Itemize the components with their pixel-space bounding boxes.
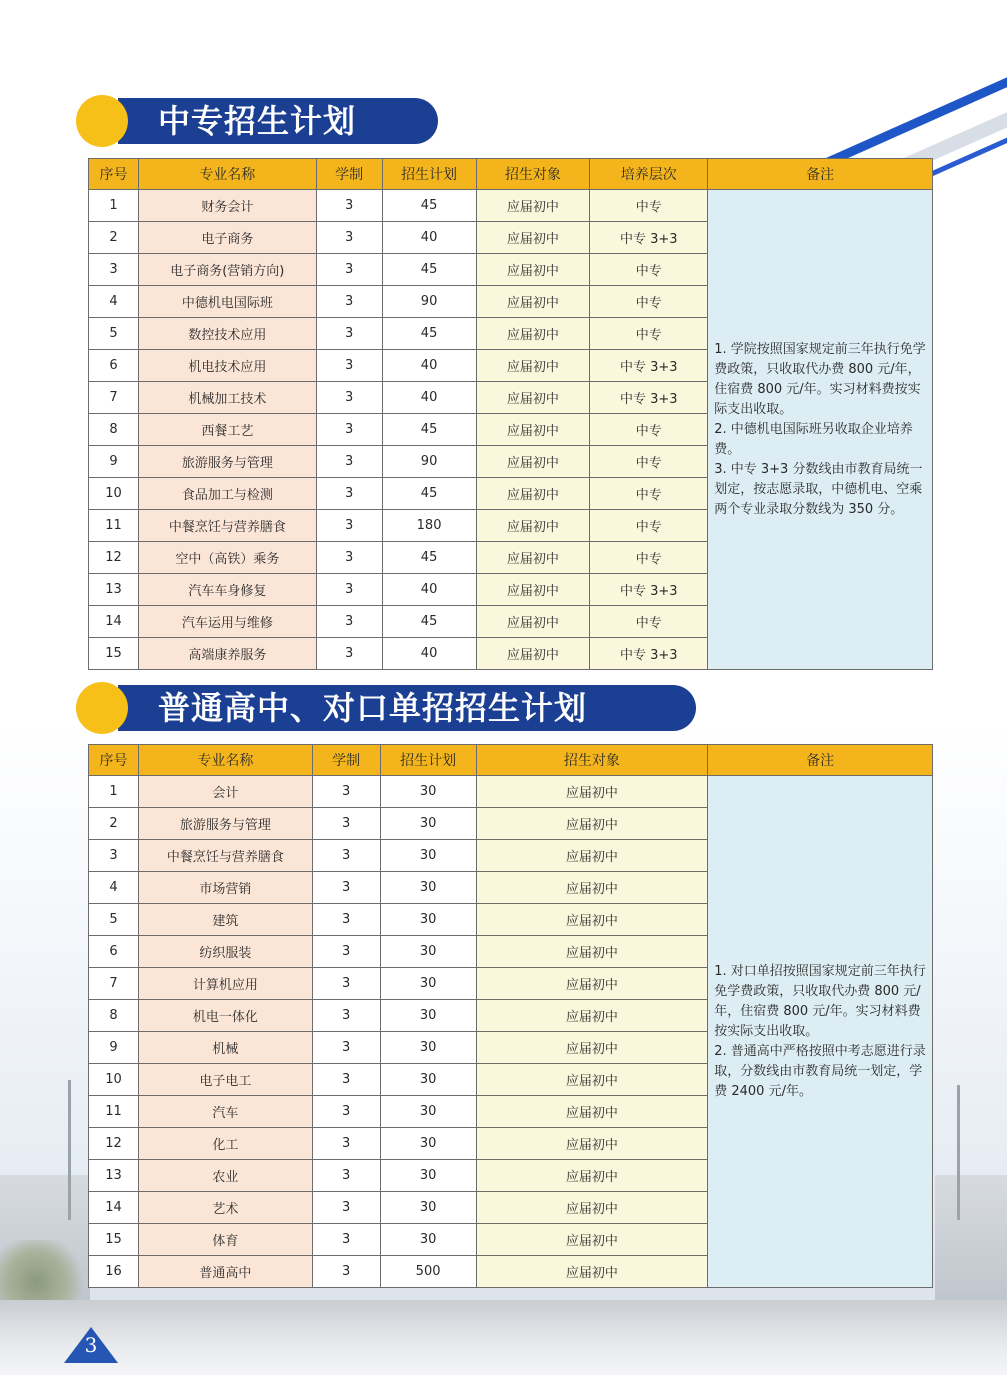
background-ground bbox=[0, 1300, 1007, 1375]
enroll-target: 应届初中 bbox=[476, 510, 590, 542]
enroll-plan: 30 bbox=[380, 1064, 476, 1096]
section2-title: 普通高中、对口单招招生计划 bbox=[158, 689, 588, 727]
study-years: 3 bbox=[316, 542, 382, 574]
header-level: 培养层次 bbox=[590, 159, 708, 190]
training-level: 中专 bbox=[590, 318, 708, 350]
row-number: 12 bbox=[89, 1128, 139, 1160]
header-plan: 招生计划 bbox=[380, 745, 476, 776]
major-name: 机械 bbox=[138, 1032, 312, 1064]
row-number: 8 bbox=[89, 414, 139, 446]
enroll-plan: 30 bbox=[380, 1160, 476, 1192]
study-years: 3 bbox=[312, 776, 380, 808]
study-years: 3 bbox=[312, 1000, 380, 1032]
training-level: 中专 bbox=[590, 606, 708, 638]
major-name: 汽车 bbox=[138, 1096, 312, 1128]
training-level: 中专 3+3 bbox=[590, 382, 708, 414]
section1-table bbox=[88, 158, 933, 670]
row-number: 15 bbox=[89, 1224, 139, 1256]
training-level: 中专 3+3 bbox=[590, 350, 708, 382]
enroll-plan: 500 bbox=[380, 1256, 476, 1288]
row-number: 6 bbox=[89, 936, 139, 968]
major-name: 旅游服务与管理 bbox=[138, 808, 312, 840]
background-lamp bbox=[68, 1080, 71, 1220]
major-name: 电子电工 bbox=[138, 1064, 312, 1096]
enroll-target: 应届初中 bbox=[476, 1032, 708, 1064]
study-years: 3 bbox=[316, 478, 382, 510]
enroll-plan: 30 bbox=[380, 1000, 476, 1032]
row-number: 3 bbox=[89, 840, 139, 872]
row-number: 5 bbox=[89, 904, 139, 936]
banner-circle bbox=[76, 682, 128, 734]
enroll-target: 应届初中 bbox=[476, 1096, 708, 1128]
background-building-right bbox=[935, 1175, 1007, 1305]
enroll-plan: 30 bbox=[380, 936, 476, 968]
header-note: 备注 bbox=[708, 745, 933, 776]
major-name: 普通高中 bbox=[138, 1256, 312, 1288]
enroll-plan: 45 bbox=[382, 190, 476, 222]
enroll-plan: 40 bbox=[382, 574, 476, 606]
row-number: 14 bbox=[89, 1192, 139, 1224]
study-years: 3 bbox=[312, 1064, 380, 1096]
enroll-target: 应届初中 bbox=[476, 574, 590, 606]
training-level: 中专 bbox=[590, 478, 708, 510]
major-name: 机电一体化 bbox=[138, 1000, 312, 1032]
enroll-target: 应届初中 bbox=[476, 1192, 708, 1224]
header-no: 序号 bbox=[89, 745, 139, 776]
enroll-target: 应届初中 bbox=[476, 414, 590, 446]
enroll-target: 应届初中 bbox=[476, 776, 708, 808]
major-name: 农业 bbox=[138, 1160, 312, 1192]
study-years: 3 bbox=[312, 840, 380, 872]
major-name: 食品加工与检测 bbox=[138, 478, 316, 510]
enroll-target: 应届初中 bbox=[476, 1128, 708, 1160]
major-name: 西餐工艺 bbox=[138, 414, 316, 446]
study-years: 3 bbox=[316, 190, 382, 222]
header-no: 序号 bbox=[89, 159, 139, 190]
enroll-target: 应届初中 bbox=[476, 542, 590, 574]
row-number: 9 bbox=[89, 446, 139, 478]
study-years: 3 bbox=[312, 872, 380, 904]
enroll-plan: 30 bbox=[380, 1128, 476, 1160]
enroll-plan: 30 bbox=[380, 1032, 476, 1064]
major-name: 旅游服务与管理 bbox=[138, 446, 316, 478]
section2-table bbox=[88, 744, 933, 1288]
enroll-target: 应届初中 bbox=[476, 808, 708, 840]
training-level: 中专 bbox=[590, 542, 708, 574]
header-name: 专业名称 bbox=[138, 745, 312, 776]
remarks-note: 1. 学院按照国家规定前三年执行免学费政策，只收取代办费 800 元/年，住宿费 800 元/年。实习材料费按实际支出收取。 2. 中德机电国际班另收取企业培养费。 3. 中专 3+3 分数线由市教育局统一划定，按志愿录取，中德机电、空乘两个专业录取分数线为 350 分。 bbox=[708, 190, 933, 670]
section1-title: 中专招生计划 bbox=[158, 102, 357, 140]
enroll-plan: 45 bbox=[382, 542, 476, 574]
study-years: 3 bbox=[316, 606, 382, 638]
header-years: 学制 bbox=[316, 159, 382, 190]
enroll-target: 应届初中 bbox=[476, 606, 590, 638]
major-name: 计算机应用 bbox=[138, 968, 312, 1000]
study-years: 3 bbox=[312, 904, 380, 936]
enroll-target: 应届初中 bbox=[476, 286, 590, 318]
row-number: 2 bbox=[89, 808, 139, 840]
study-years: 3 bbox=[312, 1256, 380, 1288]
enroll-target: 应届初中 bbox=[476, 1224, 708, 1256]
row-number: 7 bbox=[89, 382, 139, 414]
enroll-plan: 45 bbox=[382, 606, 476, 638]
enroll-plan: 40 bbox=[382, 350, 476, 382]
row-number: 12 bbox=[89, 542, 139, 574]
major-name: 中德机电国际班 bbox=[138, 286, 316, 318]
major-name: 电子商务 bbox=[138, 222, 316, 254]
enroll-plan: 40 bbox=[382, 222, 476, 254]
enroll-plan: 45 bbox=[382, 254, 476, 286]
training-level: 中专 bbox=[590, 414, 708, 446]
training-level: 中专 bbox=[590, 286, 708, 318]
row-number: 4 bbox=[89, 872, 139, 904]
major-name: 汽车运用与维修 bbox=[138, 606, 316, 638]
study-years: 3 bbox=[316, 574, 382, 606]
enroll-target: 应届初中 bbox=[476, 350, 590, 382]
enroll-target: 应届初中 bbox=[476, 446, 590, 478]
enroll-plan: 30 bbox=[380, 872, 476, 904]
major-name: 财务会计 bbox=[138, 190, 316, 222]
study-years: 3 bbox=[316, 638, 382, 670]
major-name: 电子商务(营销方向) bbox=[138, 254, 316, 286]
row-number: 8 bbox=[89, 1000, 139, 1032]
row-number: 13 bbox=[89, 574, 139, 606]
study-years: 3 bbox=[316, 510, 382, 542]
table-row bbox=[89, 776, 933, 808]
enroll-target: 应届初中 bbox=[476, 1160, 708, 1192]
enroll-plan: 90 bbox=[382, 446, 476, 478]
row-number: 1 bbox=[89, 190, 139, 222]
study-years: 3 bbox=[316, 286, 382, 318]
row-number: 4 bbox=[89, 286, 139, 318]
enroll-target: 应届初中 bbox=[476, 254, 590, 286]
major-name: 空中（高铁）乘务 bbox=[138, 542, 316, 574]
major-name: 中餐烹饪与营养膳食 bbox=[138, 510, 316, 542]
study-years: 3 bbox=[316, 222, 382, 254]
row-number: 6 bbox=[89, 350, 139, 382]
enroll-plan: 30 bbox=[380, 1192, 476, 1224]
training-level: 中专 bbox=[590, 510, 708, 542]
header-years: 学制 bbox=[312, 745, 380, 776]
study-years: 3 bbox=[316, 446, 382, 478]
training-level: 中专 bbox=[590, 254, 708, 286]
row-number: 14 bbox=[89, 606, 139, 638]
row-number: 16 bbox=[89, 1256, 139, 1288]
training-level: 中专 3+3 bbox=[590, 222, 708, 254]
major-name: 体育 bbox=[138, 1224, 312, 1256]
major-name: 中餐烹饪与营养膳食 bbox=[138, 840, 312, 872]
header-note: 备注 bbox=[708, 159, 933, 190]
row-number: 1 bbox=[89, 776, 139, 808]
row-number: 11 bbox=[89, 1096, 139, 1128]
page-number: 3 bbox=[84, 1333, 98, 1357]
enroll-plan: 30 bbox=[380, 968, 476, 1000]
background-lamp bbox=[957, 1085, 960, 1220]
header-target: 招生对象 bbox=[476, 159, 590, 190]
study-years: 3 bbox=[312, 1224, 380, 1256]
major-name: 数控技术应用 bbox=[138, 318, 316, 350]
study-years: 3 bbox=[316, 254, 382, 286]
enroll-target: 应届初中 bbox=[476, 382, 590, 414]
enroll-target: 应届初中 bbox=[476, 1256, 708, 1288]
enroll-plan: 45 bbox=[382, 318, 476, 350]
enroll-target: 应届初中 bbox=[476, 1000, 708, 1032]
study-years: 3 bbox=[316, 318, 382, 350]
enroll-plan: 30 bbox=[380, 808, 476, 840]
major-name: 会计 bbox=[138, 776, 312, 808]
row-number: 9 bbox=[89, 1032, 139, 1064]
enroll-plan: 30 bbox=[380, 840, 476, 872]
major-name: 机械加工技术 bbox=[138, 382, 316, 414]
enroll-target: 应届初中 bbox=[476, 318, 590, 350]
section2-banner bbox=[76, 682, 696, 734]
enroll-target: 应届初中 bbox=[476, 638, 590, 670]
study-years: 3 bbox=[312, 1128, 380, 1160]
study-years: 3 bbox=[316, 414, 382, 446]
enroll-plan: 40 bbox=[382, 382, 476, 414]
row-number: 2 bbox=[89, 222, 139, 254]
enroll-target: 应届初中 bbox=[476, 190, 590, 222]
major-name: 汽车车身修复 bbox=[138, 574, 316, 606]
study-years: 3 bbox=[312, 1192, 380, 1224]
header-name: 专业名称 bbox=[138, 159, 316, 190]
enroll-plan: 180 bbox=[382, 510, 476, 542]
major-name: 化工 bbox=[138, 1128, 312, 1160]
enroll-plan: 30 bbox=[380, 1224, 476, 1256]
row-number: 10 bbox=[89, 1064, 139, 1096]
major-name: 市场营销 bbox=[138, 872, 312, 904]
training-level: 中专 3+3 bbox=[590, 574, 708, 606]
study-years: 3 bbox=[316, 382, 382, 414]
table-row bbox=[89, 190, 933, 222]
enroll-plan: 30 bbox=[380, 904, 476, 936]
study-years: 3 bbox=[312, 808, 380, 840]
enroll-target: 应届初中 bbox=[476, 840, 708, 872]
enroll-plan: 40 bbox=[382, 638, 476, 670]
row-number: 7 bbox=[89, 968, 139, 1000]
major-name: 建筑 bbox=[138, 904, 312, 936]
enroll-plan: 30 bbox=[380, 776, 476, 808]
enroll-target: 应届初中 bbox=[476, 936, 708, 968]
enroll-target: 应届初中 bbox=[476, 872, 708, 904]
study-years: 3 bbox=[312, 936, 380, 968]
study-years: 3 bbox=[312, 1032, 380, 1064]
row-number: 11 bbox=[89, 510, 139, 542]
major-name: 纺织服装 bbox=[138, 936, 312, 968]
enroll-target: 应届初中 bbox=[476, 1064, 708, 1096]
row-number: 13 bbox=[89, 1160, 139, 1192]
training-level: 中专 3+3 bbox=[590, 638, 708, 670]
enroll-target: 应届初中 bbox=[476, 968, 708, 1000]
study-years: 3 bbox=[312, 1160, 380, 1192]
study-years: 3 bbox=[316, 350, 382, 382]
study-years: 3 bbox=[312, 1096, 380, 1128]
row-number: 5 bbox=[89, 318, 139, 350]
header-target: 招生对象 bbox=[476, 745, 708, 776]
enroll-plan: 30 bbox=[380, 1096, 476, 1128]
study-years: 3 bbox=[312, 968, 380, 1000]
major-name: 艺术 bbox=[138, 1192, 312, 1224]
training-level: 中专 bbox=[590, 446, 708, 478]
remarks-note: 1. 对口单招按照国家规定前三年执行免学费政策，只收取代办费 800 元/年，住宿费 800 元/年。实习材料费按实际支出收取。 2. 普通高中严格按照中考志愿进行录取，分数线由市教育局统一划定，学费 2400 元/年。 bbox=[708, 776, 933, 1288]
header-plan: 招生计划 bbox=[382, 159, 476, 190]
training-level: 中专 bbox=[590, 190, 708, 222]
major-name: 机电技术应用 bbox=[138, 350, 316, 382]
row-number: 3 bbox=[89, 254, 139, 286]
enroll-plan: 45 bbox=[382, 414, 476, 446]
row-number: 15 bbox=[89, 638, 139, 670]
banner-circle bbox=[76, 95, 128, 147]
enroll-target: 应届初中 bbox=[476, 222, 590, 254]
enroll-plan: 90 bbox=[382, 286, 476, 318]
section1-banner bbox=[76, 95, 436, 147]
enroll-plan: 45 bbox=[382, 478, 476, 510]
row-number: 10 bbox=[89, 478, 139, 510]
major-name: 高端康养服务 bbox=[138, 638, 316, 670]
enroll-target: 应届初中 bbox=[476, 478, 590, 510]
enroll-target: 应届初中 bbox=[476, 904, 708, 936]
